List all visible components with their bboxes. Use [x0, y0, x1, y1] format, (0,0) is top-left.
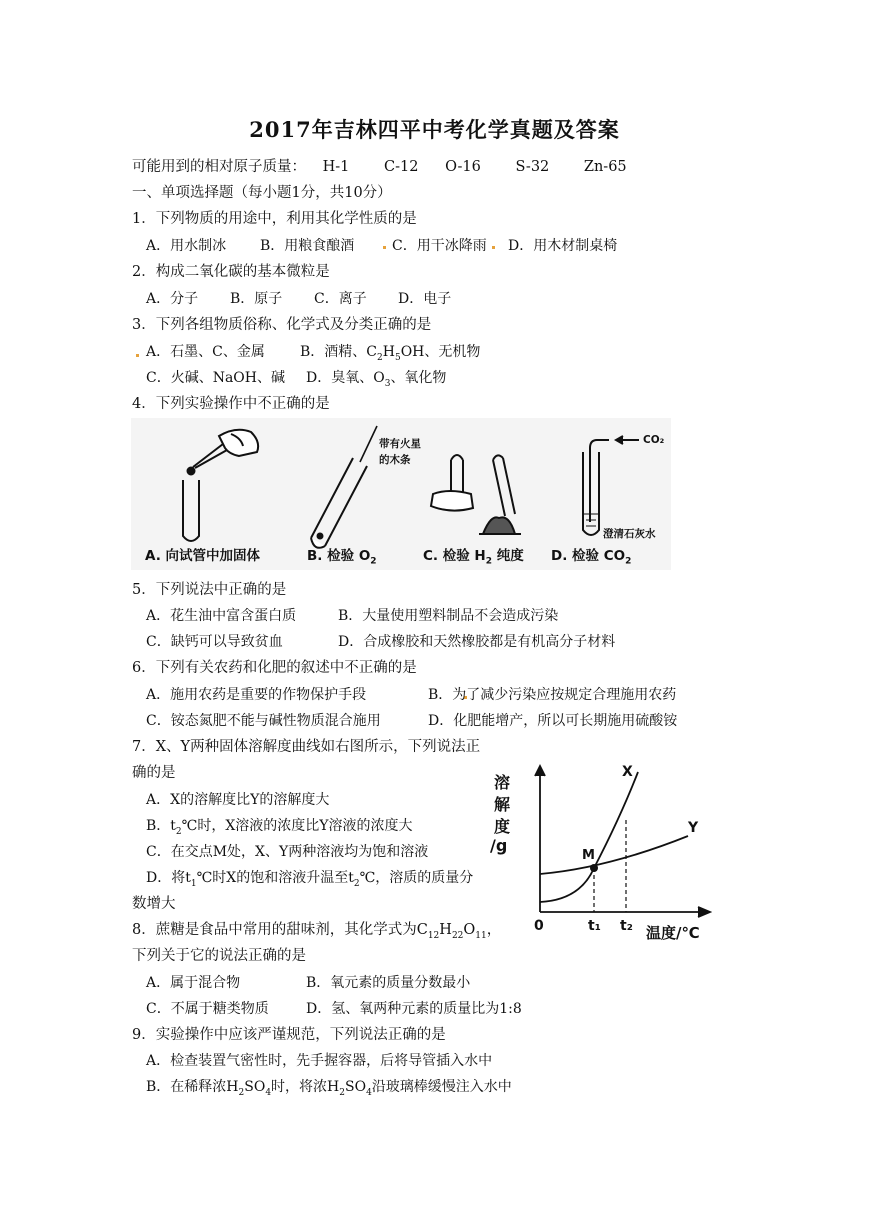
origin-label: 0: [534, 918, 544, 934]
q2-stem: 2．构成二氧化碳的基本微粒是: [132, 264, 330, 280]
y-label-3: 度: [494, 817, 511, 836]
q8-option-c: C．不属于糖类物质: [146, 1001, 269, 1017]
q6-option-c: C．铵态氮肥不能与碱性物质混合施用: [146, 713, 381, 729]
q5-stem: 5．下列说法中正确的是: [132, 582, 287, 598]
q3-option-a: A．石墨、C、金属: [146, 344, 265, 360]
atomic-mass-zn: Zn-65: [583, 159, 627, 175]
splint-label-line1: 带有火星: [379, 438, 421, 450]
co2-label: CO₂: [643, 434, 665, 446]
solubility-graph: [488, 762, 712, 946]
caption-b: B. 检验 $O_2$: [307, 548, 377, 567]
t2-label: t₂: [620, 918, 633, 934]
q2-option-b: B．原子: [230, 291, 283, 307]
splint-label-line2: 的木条: [379, 454, 411, 466]
q7-option-b: B．$t_2℃$时，X溶液的浓度比Y溶液的浓度大: [146, 818, 413, 837]
q7-option-d: D．将$t_1℃$时X的饱和溶液升温至$t_2℃$，溶质的质量分: [146, 870, 474, 889]
q3-option-c: C．火碱、NaOH、碱: [146, 370, 285, 386]
point-m-label: M: [582, 848, 595, 863]
q1-option-a: A．用水制冰: [146, 238, 227, 254]
q5-option-b: B．大量使用塑料制品不会造成污染: [338, 608, 559, 624]
q2-option-c: C．离子: [314, 291, 367, 307]
q5-option-c: C．缺钙可以导致贫血: [146, 634, 283, 650]
section-heading: 一、单项选择题（每小题1分，共10分）: [132, 185, 392, 201]
q3-option-d: D．臭氧、$O_3$、氧化物: [306, 370, 447, 389]
y-label-1: 溶: [494, 773, 511, 792]
t1-label: t₁: [588, 918, 601, 934]
caption-c: C. 检验 $H_2$ 纯度: [423, 548, 524, 567]
q3-option-b: B．酒精、$C_2H_5OH$、无机物: [300, 344, 481, 363]
q5-option-a: A．花生油中富含蛋白质: [146, 608, 297, 624]
q9-option-a: A．检查装置气密性时，先手握容器，后将导管插入水中: [146, 1053, 493, 1069]
q4-figure: [131, 418, 671, 570]
x-axis-arrow: [698, 907, 710, 917]
q1-option-c: C．用干冰降雨: [392, 238, 487, 254]
q3-stem: 3．下列各组物质俗称、化学式及分类正确的是: [132, 317, 432, 333]
q8-option-b: B．氧元素的质量分数最小: [306, 975, 471, 991]
marker-dot: [492, 246, 495, 249]
q2-option-a: A．分子: [146, 291, 199, 307]
q8-option-d: D．氢、氧两种元素的质量比为1:8: [306, 1001, 522, 1017]
q7-stem-line1: 7．X、Y两种固体溶解度曲线如右图所示，下列说法正: [132, 739, 481, 755]
intersection-point-m: [590, 864, 598, 872]
q2-option-d: D．电子: [398, 291, 452, 307]
atomic-mass-o: O-16: [445, 159, 481, 175]
q1-option-d: D．用木材制桌椅: [508, 238, 618, 254]
atomic-masses-label: 可能用到的相对原子质量：: [132, 159, 306, 175]
q7-option-a: A．X的溶解度比Y的溶解度大: [146, 792, 330, 808]
q8-stem-line1: 8．蔗糖是食品中常用的甜味剂，其化学式为$C_{12}H_{22}O_{11}$，: [132, 922, 502, 941]
q7-stem-line2: 确的是: [132, 765, 176, 781]
atomic-mass-c: C-12: [384, 159, 419, 175]
q7-option-c: C．在交点M处，X、Y两种溶液均为饱和溶液: [146, 844, 429, 860]
atomic-masses-line: [132, 157, 627, 177]
y-label-2: 解: [494, 795, 511, 814]
atomic-mass-h: H-1: [322, 159, 350, 175]
q8-option-a: A．属于混合物: [146, 975, 241, 991]
q9-option-b: B．在稀释浓$H_2SO_4$时，将浓$H_2SO_4$沿玻璃棒缓慢注入水中: [146, 1079, 512, 1098]
q4-stem: 4．下列实验操作中不正确的是: [132, 396, 330, 412]
page-title: 2017年吉林四平中考化学真题及答案: [249, 117, 620, 142]
q6-option-b: B．为了减少污染应按规定合理施用农药: [428, 687, 677, 703]
q1-stem: 1．下列物质的用途中，利用其化学性质的是: [132, 211, 417, 227]
y-axis-arrow: [535, 766, 545, 776]
q6-option-d: D．化肥能增产，所以可长期施用硫酸铵: [428, 713, 678, 729]
y-label-4: /g: [490, 836, 508, 855]
q6-stem: 6．下列有关农药和化肥的叙述中不正确的是: [132, 660, 417, 676]
q6-option-a: A．施用农药是重要的作物保护手段: [146, 687, 367, 703]
curve-x-label: X: [622, 764, 633, 780]
curve-x: [540, 772, 638, 902]
q9-stem: 9．实验操作中应该严谨规范，下列说法正确的是: [132, 1027, 446, 1043]
caption-a: A. 向试管中加固体: [145, 548, 261, 564]
q7-option-d-cont: 数增大: [132, 896, 176, 912]
x-axis-label: 温度/℃: [646, 924, 700, 942]
q8-stem-line2: 下列关于它的说法正确的是: [132, 948, 306, 964]
q5-option-d: D．合成橡胶和天然橡胶都是有机高分子材料: [338, 634, 616, 650]
atomic-mass-s: S-32: [515, 159, 550, 175]
marker-dot: [136, 354, 139, 357]
curve-y: [540, 836, 688, 874]
marker-dot: [383, 246, 386, 249]
curve-y-label: Y: [688, 820, 699, 836]
limewater-label: 澄清石灰水: [603, 528, 656, 540]
q1-option-b: B．用粮食酿酒: [260, 238, 355, 254]
caption-d: D. 检验 $CO_2$: [551, 548, 632, 567]
